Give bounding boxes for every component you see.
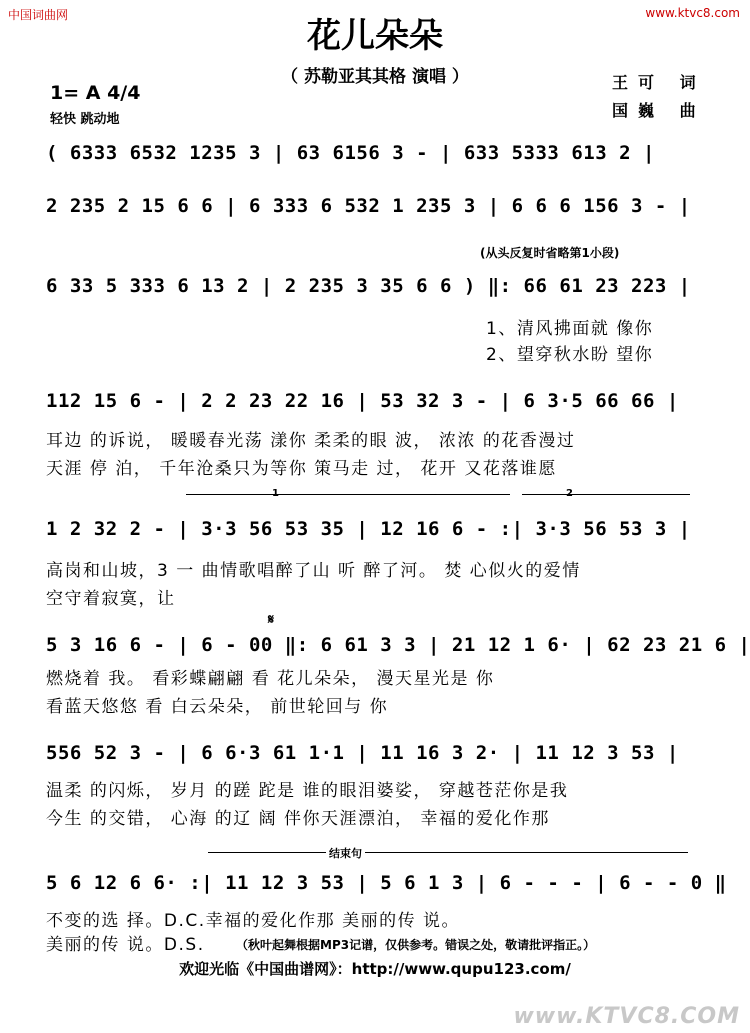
score-line-8: 5 6 12 6 6· :| 11 12 3 53 | 5 6 1 3 | 6 - - - | 6 - - 0 ‖ — [46, 872, 727, 894]
lyric-line-7-verse-1: 温柔 的闪烁， 岁月 的蹉 跎是 谁的眼泪婆娑， 穿越苍茫你是我 — [46, 781, 569, 801]
watermark-top-right: www.ktvc8.com — [645, 6, 740, 20]
composer-credit: 国巍 曲 — [612, 101, 706, 120]
lyric-line-8-verse-1: 不变的选 择。D.C.幸福的爱化作那 美丽的传 说。 — [46, 911, 460, 931]
lyric-line-4-verse-1: 耳边 的诉说， 暖暖春光荡 漾你 柔柔的眼 波， 浓浓 的花香漫过 — [46, 431, 576, 451]
segno-icon: 𝄋 — [268, 612, 275, 628]
score-line-5: 1 2 32 2 - | 3·3 56 53 35 | 12 16 6 - :| 3·3 56 53 3 | — [46, 518, 691, 540]
volta-number-1: 1 — [272, 488, 279, 499]
performer-line: （ 苏勒亚其其格 演唱 ） — [281, 67, 469, 87]
volta-bracket-1 — [186, 494, 510, 495]
key-signature: 1= A 4/4 — [50, 82, 141, 104]
lyric-line-5-verse-2: 空守着寂寞，让 — [46, 589, 176, 609]
website-footer: 欢迎光临《中国曲谱网》：http://www.qupu123.com/ — [179, 960, 571, 978]
score-line-1: ( 6333 6532 1235 3 | 63 6156 3 - | 633 5333 613 2 | — [46, 142, 655, 164]
lyric-line-4-verse-2: 天涯 停 泊， 千年沧桑只为等你 策马走 过， 花开 又花落谁愿 — [46, 459, 557, 479]
volta-bracket-2 — [522, 494, 690, 495]
lyric-line-6-verse-1: 燃烧着 我。 看彩蝶翩翩 看 花儿朵朵， 漫天星光是 你 — [46, 669, 495, 689]
lyric-line-7-verse-2: 今生 的交错， 心海 的辽 阔 伴你天涯漂泊， 幸福的爱化作那 — [46, 809, 550, 829]
lyric-line-6-verse-2: 看蓝天悠悠 看 白云朵朵， 前世轮回与 你 — [46, 697, 389, 717]
lyricist-credit: 王可 词 — [612, 73, 706, 92]
song-title: 花儿朵朵 — [307, 16, 443, 56]
lyric-line-3-verse-2: 2、望穿秋水盼 望你 — [486, 345, 654, 365]
score-line-6: 5 3 16 6 - | 6 - 00 ‖: 6 61 3 3 | 21 12 1 6· | 62 23 21 6 | — [46, 634, 750, 656]
score-line-7: 556 52 3 - | 6 6·3 61 1·1 | 11 16 3 2· | 11 12 3 53 | — [46, 742, 679, 764]
score-line-4: 112 15 6 - | 2 2 23 22 16 | 53 32 3 - | 6 3·5 66 66 | — [46, 390, 679, 412]
lyric-line-8-verse-2: 美丽的传 说。D.S. — [46, 935, 205, 955]
watermark-bottom-right: www.KTVC8.COM — [513, 1004, 740, 1029]
transcriber-note: （秋叶起舞根据MP3记谱，仅供参考。错误之处，敬请批评指正。） — [236, 938, 596, 952]
lyric-line-5-verse-1: 高岗和山坡，3 一 曲情歌唱醉了山 听 醉了河。 焚 心似火的爱情 — [46, 561, 581, 581]
repeat-note: (从头反复时省略第1小段) — [480, 246, 620, 260]
ending-label: 结束句 — [326, 845, 365, 861]
volta-number-2: 2 — [566, 488, 573, 499]
lyric-line-3-verse-1: 1、清风拂面就 像你 — [486, 319, 654, 339]
score-line-3: 6 33 5 333 6 13 2 | 2 235 3 35 6 6 ) ‖: 66 61 23 223 | — [46, 275, 691, 297]
score-line-2: 2 235 2 15 6 6 | 6 333 6 532 1 235 3 | 6 6 6 156 3 - | — [46, 195, 691, 217]
ending-bracket — [208, 852, 688, 853]
watermark-top-left: 中国词曲网 — [8, 8, 69, 22]
tempo-marking: 轻快 跳动地 — [50, 112, 120, 127]
